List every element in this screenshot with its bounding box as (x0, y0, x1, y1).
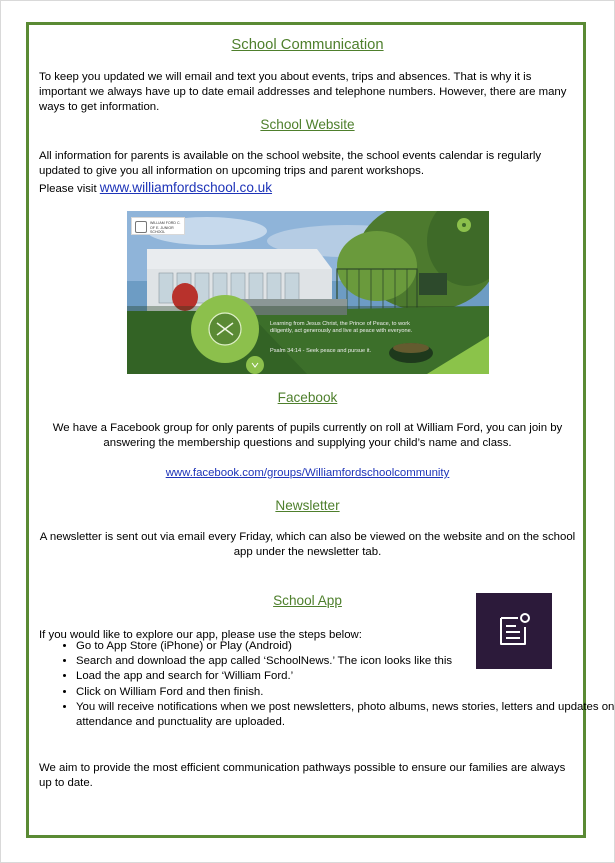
news-document-icon (476, 593, 552, 669)
school-logo (131, 217, 185, 235)
website-heading: School Website (260, 117, 355, 132)
facebook-heading: Facebook (277, 390, 338, 405)
closing-paragraph: We aim to provide the most efficient communication pathways possible to ensure our families are always up to date. (39, 762, 566, 790)
facebook-link[interactable]: www.facebook.com/groups/Williamfordschoolcommunity (165, 467, 450, 479)
step-item: • Go to App Store (iPhone) or Play (Android) (76, 639, 466, 654)
step-item: • You will receive notifications when we post newsletters, photo albums, news stories, letters and updates on attendance and punctuality are uploaded. (76, 700, 615, 730)
website-paragraph: All information for parents is available on the school website, the school events calendar is regularly updated to give you all information on upcoming trips and parent workshops. (39, 150, 542, 178)
intro-paragraph: To keep you updated we will email and text you about events, trips and absences. That is why it is important we always have up to date email addresses and telephone numbers. However, there are many ways to get information. (39, 71, 567, 114)
step-item: • Click on William Ford and then finish. (76, 685, 615, 700)
website-visit-line (39, 180, 439, 197)
crest-icon (135, 221, 147, 233)
school-app-heading: School App (273, 593, 342, 608)
school-app-intro: If you would like to explore our app, please use the steps below: (39, 629, 362, 641)
step-item: • Search and download the app called ‘SchoolNews.’ The icon looks like this (76, 654, 466, 669)
page-title: School Communication (231, 37, 384, 53)
newsletter-paragraph: A newsletter is sent out via email every Friday, which can also be viewed on the website and on the school app under the newsletter tab. (39, 531, 576, 559)
step-item: • Load the app and search for ‘William Ford.’ (76, 669, 466, 684)
facebook-paragraph: We have a Facebook group for only parents of pupils currently on roll at William Ford, you can join by answering the membership questions and supplying your child’s name and class. (52, 422, 563, 450)
visit-prefix: Please visit (39, 183, 97, 195)
logo-text: WILLIAM FORD C. OF E. JUNIOR SCHOOL (150, 221, 181, 235)
facebook-link-line (0, 466, 615, 481)
banner-quote: Learning from Jesus Christ, the Prince of Peace, to work diligently, act generously and live at peace with everyone. (270, 321, 413, 335)
website-link[interactable]: www.williamfordschool.co.uk (99, 180, 273, 195)
schoolnews-app-icon (476, 593, 552, 669)
newsletter-heading: Newsletter (275, 498, 340, 513)
banner-psalm: Psalm 34:14 - Seek peace and pursue it. (270, 348, 372, 354)
website-banner-image (127, 211, 489, 374)
